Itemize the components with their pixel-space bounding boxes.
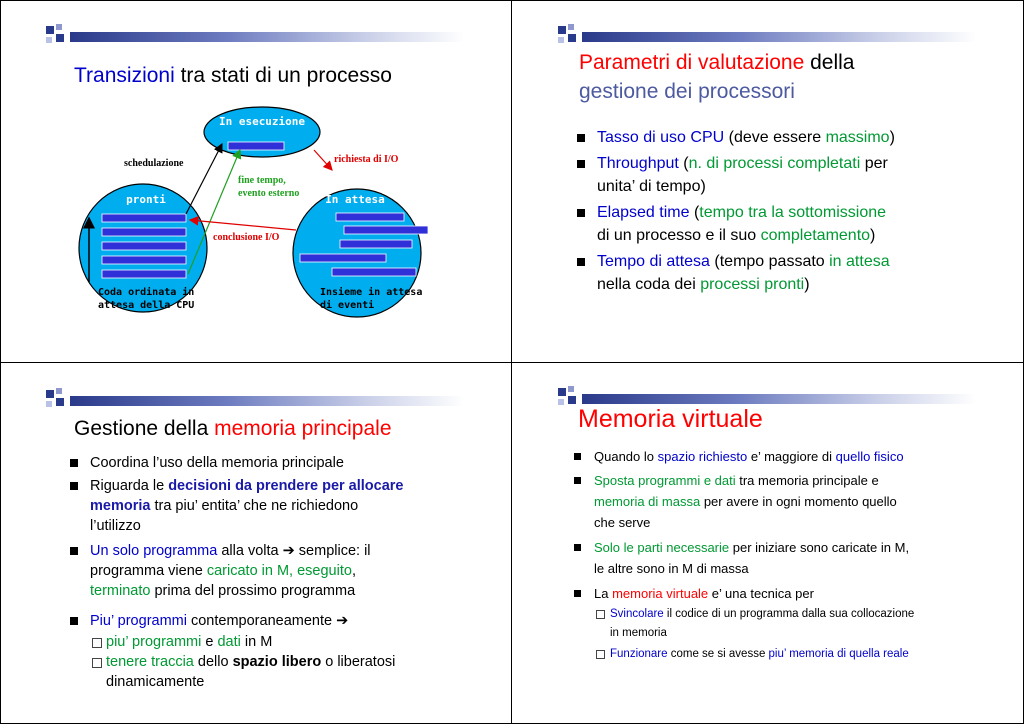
slide-transizioni [0,0,511,362]
list-item: La memoria virtuale e’ una tecnica per Svincolare il codice di un programma dalla sua collocazione in memoria Funzionare come se si avesse piu’ memoria di quella reale [574,583,1018,664]
title-rest: della [804,51,855,74]
state-ready-label: pronti [126,193,166,206]
sub-item: piu’ programmi e dati in M [90,632,506,652]
state-running-label: In esecuzione [218,115,306,128]
header-decoration [556,24,976,46]
list-item: Elapsed time (tempo tra la sottomissione di un processo e il suo completamento) [577,201,1017,247]
slide-title [74,415,392,443]
title-line-2: gestione dei processori [579,80,795,103]
sub-item: Svincolare il codice di un programma dalla sua collocazione in memoria [594,605,1018,643]
title-highlight: memoria principale [214,417,392,440]
slide-parametri [512,0,1023,362]
list-item: Solo le parti necessarie per iniziare sono caricate in M, le altre sono in M di massa [574,537,1018,579]
schedulazione-label: schedulazione [124,158,184,169]
title-rest: Gestione della [74,417,215,440]
list-item: Tempo di attesa (tempo passato in attesa nella coda dei processi pronti) [577,250,1017,296]
richiesta-arrow [314,150,332,170]
slide-memoria-principale [0,363,511,725]
list-item: Quando lo spazio richiesto e’ maggiore di quello fisico [574,446,1018,467]
schedulazione-arrow [186,144,222,214]
conclusione-label: conclusione I/O [213,232,280,243]
parametri-list [577,126,1017,296]
list-item: Piu’ programmi contemporaneamente ➔ piu’ programmi e dati in M tenere traccia dello spazio libero o liberatosi dinamicamente [70,611,506,692]
list-item: Sposta programmi e dati tra memoria principale e memoria di massa per avere in ogni momento quello che serve [574,470,1018,533]
list-item: Un solo programma alla volta ➔ semplice: il programma viene caricato in M, eseguito, terminato prima del prossimo programma [70,541,506,601]
ready-caption-2: attesa della CPU [98,300,195,311]
richiesta-label: richiesta di I/O [334,154,399,165]
virtuale-list [574,446,1018,664]
memoria-list [70,453,506,692]
running-bar [228,142,284,150]
wait-caption-1: Insieme in attesa [320,287,423,298]
ready-caption-1: Coda ordinata in [98,287,195,298]
conclusione-arrow [190,220,296,230]
list-item: Tasso di uso CPU (deve essere massimo) [577,126,1017,149]
title-highlight: Transizioni [74,64,175,87]
wait-caption-2: di eventi [320,300,375,311]
list-item: Throughput (n. di processi completati per unita’ di tempo) [577,152,1017,198]
title-rest: tra stati di un processo [174,64,392,87]
sub-item: tenere traccia dello spazio libero o liberatosi dinamicamente [90,652,506,692]
slide-title [579,48,854,106]
state-waiting-label: In attesa [325,193,385,206]
arrow-icon: ➔ [282,543,295,559]
slide-memoria-virtuale [512,363,1023,725]
header-decoration [44,388,464,410]
fine-tempo-label-1: fine tempo, [238,175,286,186]
slide-title: Memoria virtuale [578,405,763,433]
arrow-icon: ➔ [336,613,349,629]
list-item: Coordina l’uso della memoria principale [70,453,506,473]
list-item: Riguarda le decisioni da prendere per allocare memoria tra piu’ entita’ che ne richiedono l’utilizzo [70,476,506,536]
title-highlight: Parametri di valutazione [579,51,805,74]
process-state-diagram [0,0,511,362]
sub-item: Funzionare come se si avesse piu’ memoria di quella reale [594,645,1018,664]
fine-tempo-label-2: evento esterno [238,188,300,199]
